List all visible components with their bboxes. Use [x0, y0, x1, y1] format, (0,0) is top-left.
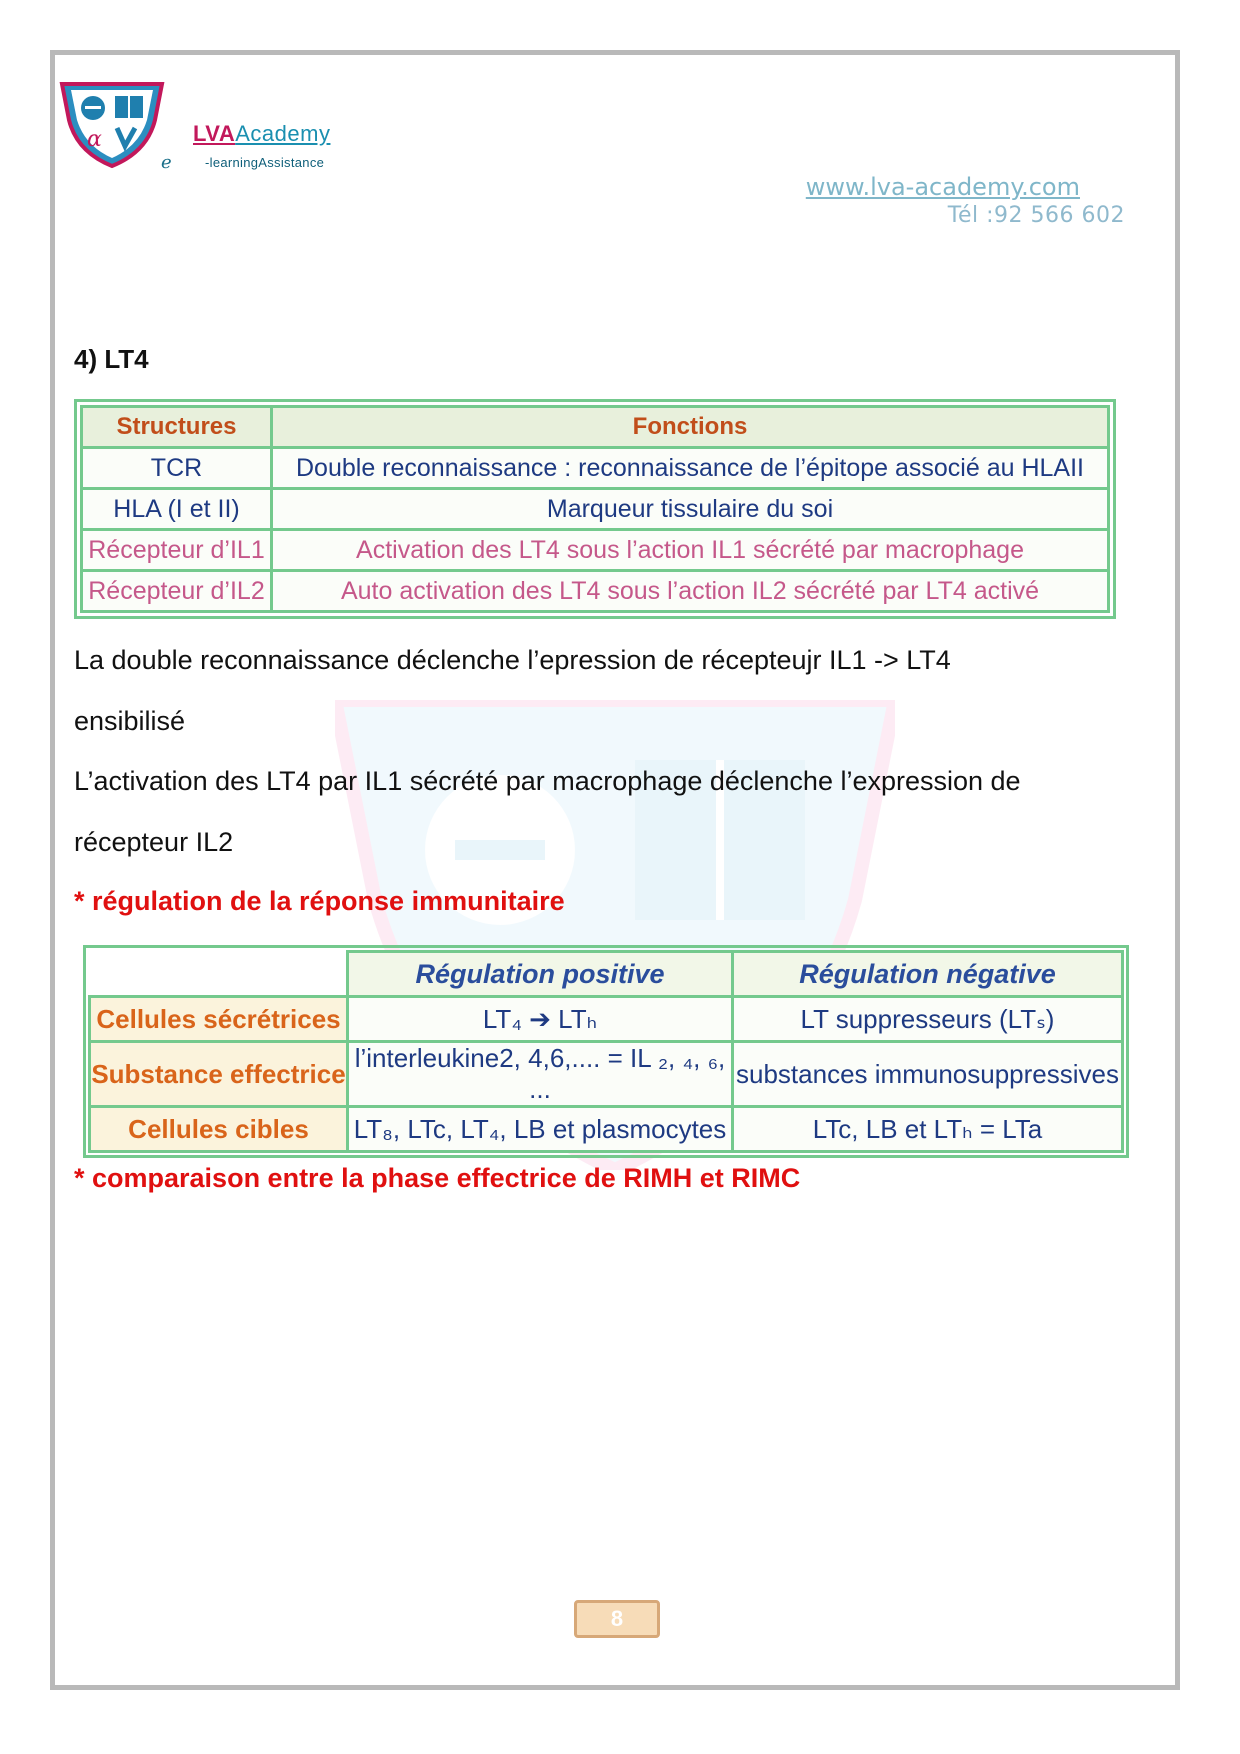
function-cell: Auto activation des LT4 sous l’action IL2 sécrété par LT4 activé — [272, 571, 1109, 612]
function-cell: Activation des LT4 sous l’action IL1 sécrété par macrophage — [272, 530, 1109, 571]
lva-academy-logo — [57, 80, 167, 170]
brand-tagline: -learningAssistance — [205, 155, 325, 170]
table-header-row — [90, 952, 1123, 997]
brand-e-letter: e — [161, 152, 172, 173]
column-header: Fonctions — [272, 407, 1109, 448]
regulation-table — [88, 950, 1124, 1153]
table-row — [82, 489, 1109, 530]
website-link[interactable]: www.lva-academy.com — [805, 173, 1080, 201]
table-row — [90, 997, 1123, 1042]
structure-cell: Récepteur d’IL2 — [82, 571, 272, 612]
lt4-structures-table — [80, 405, 1110, 613]
table-row — [90, 1042, 1123, 1107]
row-header: Cellules sécrétrices — [90, 997, 348, 1042]
regulation-heading: * régulation de la réponse immunitaire — [74, 886, 565, 916]
structure-cell: HLA (I et II) — [82, 489, 272, 530]
table-row — [82, 448, 1109, 489]
table-row — [82, 530, 1109, 571]
column-header: Structures — [82, 407, 272, 448]
table-cell: l’interleukine2, 4,6,.... = IL ₂, ₄, ₆, ... — [348, 1042, 733, 1107]
function-cell: Marqueur tissulaire du soi — [272, 489, 1109, 530]
table-cell: LT suppresseurs (LTₛ) — [733, 997, 1123, 1042]
table-cell: substances immunosuppressives — [733, 1042, 1123, 1107]
table-row — [90, 1107, 1123, 1152]
page-number: 8 — [574, 1600, 660, 1638]
paragraph-line: ensibilisé — [74, 706, 186, 736]
empty-header-cell — [90, 952, 348, 997]
phone-number: Tél :92 566 602 — [947, 203, 1125, 228]
section-title: 4) LT4 — [74, 344, 149, 374]
paragraph-line: L’activation des LT4 par IL1 sécrété par macrophage déclenche l’expression de — [74, 766, 1021, 796]
structure-cell: TCR — [82, 448, 272, 489]
table-cell: LT₄ ➔ LTₕ — [348, 997, 733, 1042]
svg-text:α: α — [87, 127, 102, 152]
table-cell: LT₈, LTc, LT₄, LB et plasmocytes — [348, 1107, 733, 1152]
column-header: Régulation positive — [348, 952, 733, 997]
table-cell: LTc, LB et LTₕ = LTa — [733, 1107, 1123, 1152]
row-header: Cellules cibles — [90, 1107, 348, 1152]
structure-cell: Récepteur d’IL1 — [82, 530, 272, 571]
paragraph-line: récepteur IL2 — [74, 827, 234, 857]
comparison-heading: * comparaison entre la phase effectrice de RIMH et RIMC — [74, 1163, 801, 1193]
row-header: Substance effectrice — [90, 1042, 348, 1107]
table-header-row — [82, 407, 1109, 448]
table-row — [82, 571, 1109, 612]
brand-name: LVAAcademy — [193, 121, 331, 146]
paragraph-line: La double reconnaissance déclenche l’epression de récepteujr IL1 -> LT4 — [74, 645, 951, 675]
function-cell: Double reconnaissance : reconnaissance de l’épitope associé au HLAII — [272, 448, 1109, 489]
column-header: Régulation négative — [733, 952, 1123, 997]
